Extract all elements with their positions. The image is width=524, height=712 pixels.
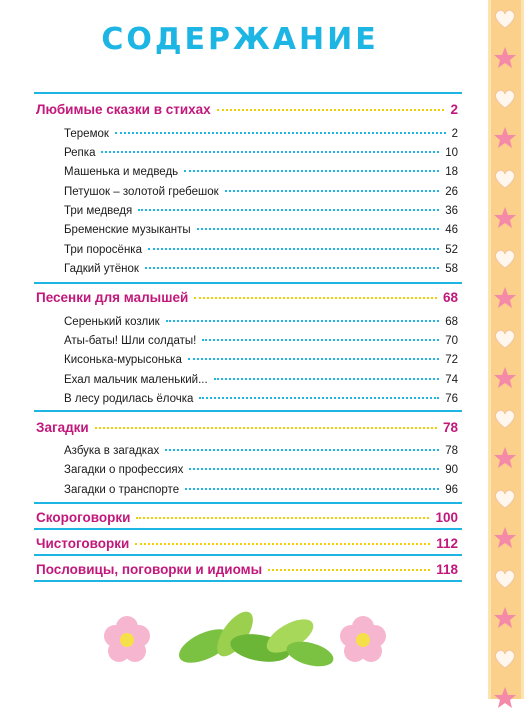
toc-entry[interactable] (64, 128, 458, 140)
section-divider (34, 282, 462, 284)
toc-entry-title: Любимые сказки в стихах (36, 102, 211, 117)
toc-entry[interactable] (64, 224, 458, 236)
star-icon (491, 444, 519, 472)
heart-icon (491, 324, 519, 352)
dot-leader (148, 248, 439, 250)
toc-entry-page: 112 (436, 536, 458, 551)
toc-entry-title: Серенький козлик (64, 316, 160, 328)
toc-entry-title: Три поросёнка (64, 244, 142, 256)
toc-entry-page: 68 (445, 316, 458, 328)
toc-entry[interactable] (64, 244, 458, 256)
toc-entry-page: 52 (445, 244, 458, 256)
toc-entry-page: 100 (435, 510, 458, 525)
toc-entry[interactable] (64, 186, 458, 198)
heart-icon (491, 244, 519, 272)
toc-entry-title: В лесу родилась ёлочка (64, 393, 194, 405)
dot-leader (225, 190, 440, 192)
dot-leader (115, 132, 446, 134)
dot-leader (135, 543, 430, 545)
toc-entry[interactable] (64, 484, 458, 496)
section-divider (34, 580, 462, 582)
toc-entry-title: Ехал мальчик маленький... (64, 374, 208, 386)
toc-entry-page: 2 (451, 128, 458, 140)
section-divider (34, 502, 462, 504)
bottom-decoration (95, 606, 395, 676)
toc-section-entry[interactable] (36, 290, 458, 305)
star-icon (491, 204, 519, 232)
toc-entry-title: Скороговорки (36, 510, 131, 525)
dot-leader (188, 358, 439, 360)
section-divider (34, 528, 462, 530)
toc-entry[interactable] (64, 205, 458, 217)
toc-entry-page: 18 (445, 166, 458, 178)
star-icon (491, 364, 519, 392)
toc-entry-page: 90 (445, 464, 458, 476)
toc-entry[interactable] (64, 374, 458, 386)
dot-leader (95, 427, 437, 429)
toc-entry-page: 26 (445, 186, 458, 198)
toc-entry-title: Репка (64, 147, 96, 159)
toc-section-entry[interactable] (36, 536, 458, 551)
heart-icon (491, 404, 519, 432)
section-divider (34, 92, 462, 94)
page-title: СОДЕРЖАНИЕ (101, 22, 379, 57)
star-icon (491, 524, 519, 552)
dot-leader (165, 449, 439, 451)
dot-leader (194, 297, 437, 299)
toc-entry[interactable] (64, 147, 458, 159)
toc-section-entry[interactable] (36, 102, 458, 117)
toc-entry-page: 58 (445, 263, 458, 275)
leaves-icon (174, 606, 336, 671)
toc-entry[interactable] (64, 335, 458, 347)
flower-icon (340, 616, 386, 662)
toc-entry-page: 46 (445, 224, 458, 236)
dot-leader (101, 151, 439, 153)
toc-entry-page: 36 (445, 205, 458, 217)
dot-leader (136, 517, 429, 519)
star-icon (491, 44, 519, 72)
toc-entry[interactable] (64, 393, 458, 405)
toc-entry-title: Загадки (36, 420, 89, 435)
dot-leader (166, 320, 440, 322)
star-icon (491, 604, 519, 632)
heart-icon (491, 564, 519, 592)
toc-section-entry[interactable] (36, 510, 458, 525)
toc-entry-page: 118 (436, 562, 458, 577)
toc-entry-page: 74 (445, 374, 458, 386)
toc-entry-title: Бременские музыканты (64, 224, 191, 236)
dot-leader (217, 109, 445, 111)
toc-entry-page: 78 (442, 420, 458, 435)
toc-entry-title: Аты-баты! Шли солдаты! (64, 335, 197, 347)
dot-leader (145, 267, 439, 269)
heart-icon (491, 4, 519, 32)
toc-entry-title: Азбука в загадках (64, 445, 160, 457)
dot-leader (189, 468, 439, 470)
heart-icon (491, 484, 519, 512)
dot-leader (214, 378, 440, 380)
toc-entry-title: Загадки о профессиях (64, 464, 184, 476)
dot-leader (197, 228, 440, 230)
star-icon (491, 284, 519, 312)
toc-entry-page: 96 (445, 484, 458, 496)
toc-entry-title: Петушок – золотой гребешок (64, 186, 219, 198)
toc-entry[interactable] (64, 263, 458, 275)
toc-entry-page: 10 (445, 147, 458, 159)
star-icon (491, 124, 519, 152)
toc-entry-page: 70 (445, 335, 458, 347)
toc-entry[interactable] (64, 445, 458, 457)
toc-entry-title: Песенки для малышей (36, 290, 189, 305)
dot-leader (138, 209, 439, 211)
toc-entry-title: Гадкий утёнок (64, 263, 139, 275)
toc-entry-title: Загадки о транспорте (64, 484, 180, 496)
star-icon (491, 684, 519, 712)
section-divider (34, 410, 462, 412)
toc-entry-title: Машенька и медведь (64, 166, 179, 178)
toc-entry[interactable] (64, 354, 458, 366)
dot-leader (202, 339, 439, 341)
toc-entry[interactable] (64, 464, 458, 476)
dot-leader (199, 397, 439, 399)
toc-entry-title: Чистоговорки (36, 536, 130, 551)
toc-section-entry[interactable] (36, 420, 458, 435)
heart-icon (491, 644, 519, 672)
flower-icon (104, 616, 150, 662)
dot-leader (185, 488, 439, 490)
heart-icon (491, 84, 519, 112)
toc-section-entry[interactable] (36, 562, 458, 577)
dot-leader (268, 569, 430, 571)
toc-entry-page: 78 (445, 445, 458, 457)
dot-leader (184, 170, 439, 172)
toc-entry-title: Теремок (64, 128, 109, 140)
section-divider (34, 554, 462, 556)
toc-entry-page: 2 (450, 102, 458, 117)
toc-entry-title: Три медведя (64, 205, 133, 217)
toc-entry-title: Кисонька-мурысонька (64, 354, 182, 366)
toc-entry-page: 76 (445, 393, 458, 405)
toc-entry-page: 72 (445, 354, 458, 366)
heart-icon (491, 164, 519, 192)
toc-entry-page: 68 (442, 290, 458, 305)
toc-entry[interactable] (64, 166, 458, 178)
toc-entry[interactable] (64, 316, 458, 328)
toc-entry-title: Пословицы, поговорки и идиомы (36, 562, 263, 577)
